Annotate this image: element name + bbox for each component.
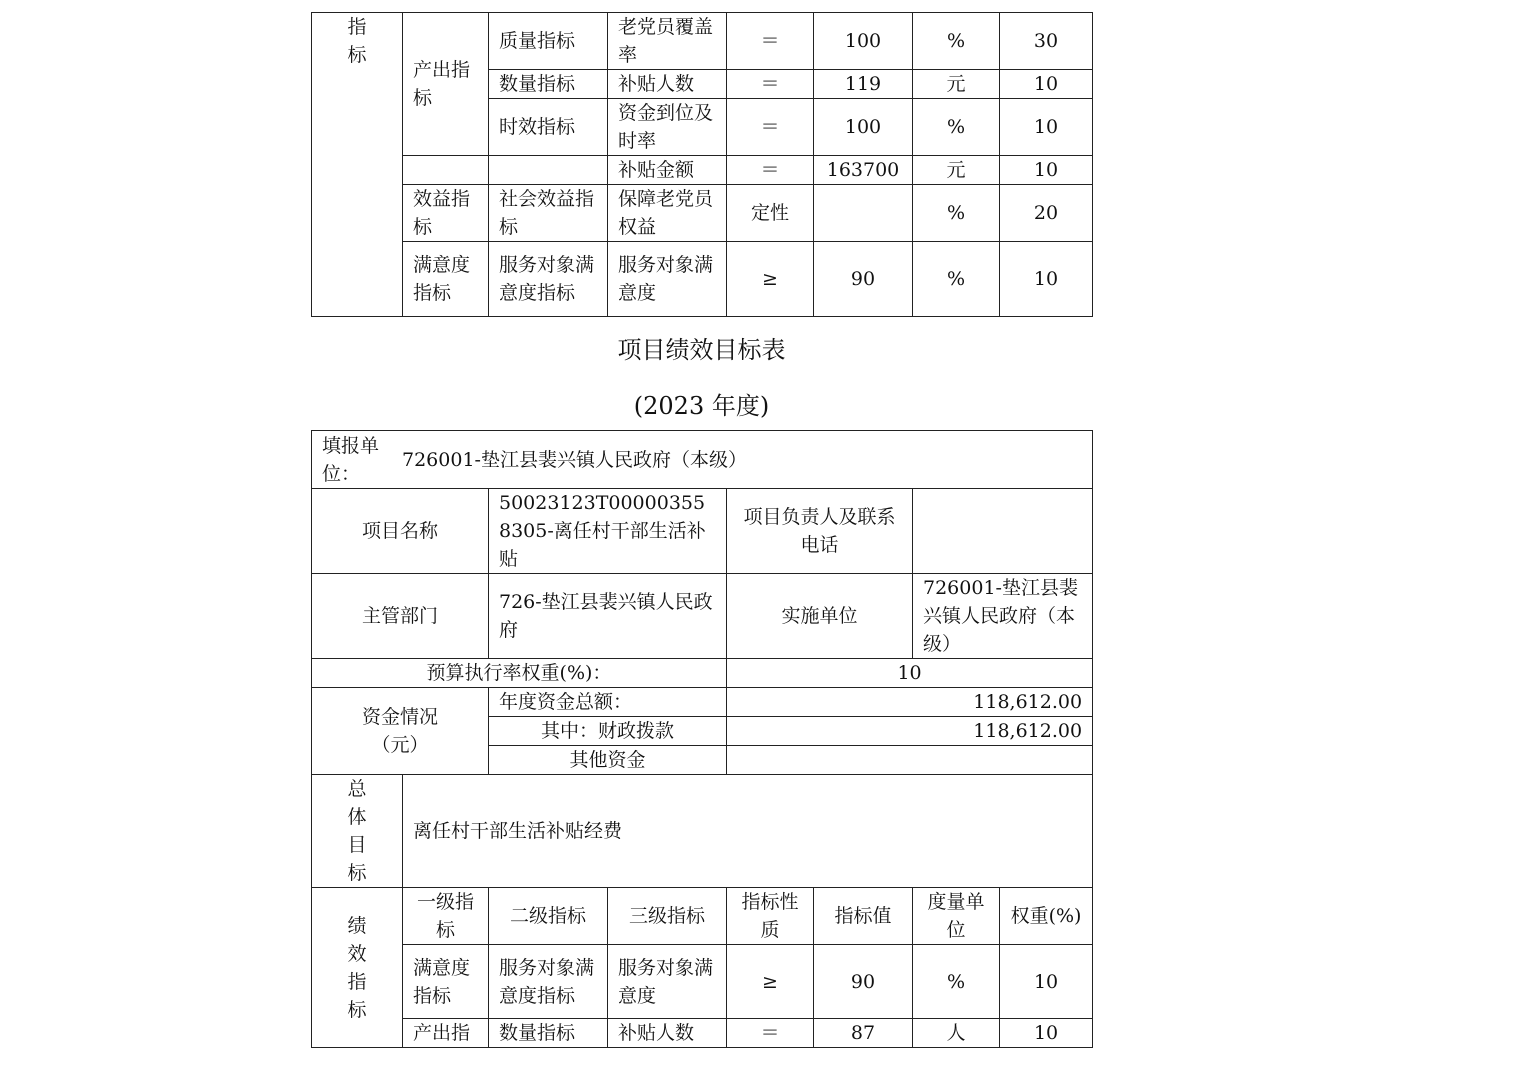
level1-cell: 满意度指标 — [403, 242, 489, 317]
weight-cell: 10 — [1000, 156, 1093, 185]
unit-cell: 人 — [913, 1019, 1000, 1048]
level3-cell: 服务对象满意度 — [608, 945, 727, 1019]
funds-label: 资金情况（元） — [312, 688, 489, 775]
unit-cell: % — [913, 242, 1000, 317]
nature-cell: ＝ — [727, 13, 814, 70]
project-name-value: 50023123T000003558305-离任村干部生活补贴 — [489, 489, 727, 574]
header-level3: 三级指标 — [608, 888, 727, 945]
weight-cell: 10 — [1000, 242, 1093, 317]
budget-weight-value: 10 — [727, 659, 1093, 688]
page-title: 项目绩效目标表 — [617, 336, 786, 364]
page-subtitle-year: (2023 年度) — [633, 392, 770, 420]
header-level2: 二级指标 — [489, 888, 608, 945]
header-unit: 度量单位 — [913, 888, 1000, 945]
unit-cell: 元 — [913, 156, 1000, 185]
fiscal-allocation-value: 118,612.00 — [727, 717, 1093, 746]
weight-cell: 10 — [1000, 70, 1093, 99]
value-cell — [814, 185, 913, 242]
nature-cell: ＝ — [727, 99, 814, 156]
indicator-table-continued — [311, 12, 1093, 317]
weight-cell: 10 — [1000, 945, 1093, 1019]
annual-total-value: 118,612.00 — [727, 688, 1093, 717]
annual-total-label: 年度资金总额： — [489, 688, 727, 717]
department-value: 726-垫江县裴兴镇人民政府 — [489, 574, 727, 659]
nature-cell: ≥ — [727, 242, 814, 317]
other-funds-label: 其他资金 — [489, 746, 727, 775]
level2-cell: 服务对象满意度指标 — [489, 945, 608, 1019]
project-name-label: 项目名称 — [312, 489, 489, 574]
other-funds-value — [727, 746, 1093, 775]
level1-cell: 满意度指标 — [403, 945, 489, 1019]
level1-cell: 效益指标 — [403, 185, 489, 242]
unit-cell: % — [913, 13, 1000, 70]
project-manager-label: 项目负责人及联系电话 — [727, 489, 913, 574]
level2-cell — [489, 156, 608, 185]
weight-cell: 10 — [1000, 99, 1093, 156]
level3-cell: 老党员覆盖率 — [608, 13, 727, 70]
header-weight: 权重(%) — [1000, 888, 1093, 945]
level1-cell — [403, 156, 489, 185]
project-manager-value — [913, 489, 1093, 574]
value-cell: 90 — [814, 945, 913, 1019]
nature-cell: ＝ — [727, 70, 814, 99]
header-nature: 指标性质 — [727, 888, 814, 945]
overall-goal-value: 离任村干部生活补贴经费 — [403, 775, 1093, 888]
level3-cell: 保障老党员权益 — [608, 185, 727, 242]
nature-cell: 定性 — [727, 185, 814, 242]
implementing-unit-label: 实施单位 — [727, 574, 913, 659]
level3-cell: 服务对象满意度 — [608, 242, 727, 317]
value-cell: 119 — [814, 70, 913, 99]
level1-cell: 产出指标 — [403, 13, 489, 156]
level1-cell: 产出指 — [403, 1019, 489, 1048]
header-value: 指标值 — [814, 888, 913, 945]
level2-cell: 服务对象满意度指标 — [489, 242, 608, 317]
nature-cell: ＝ — [727, 1019, 814, 1048]
unit-cell: % — [913, 185, 1000, 242]
level2-cell: 时效指标 — [489, 99, 608, 156]
nature-cell: ＝ — [727, 156, 814, 185]
level2-cell: 质量指标 — [489, 13, 608, 70]
level3-cell: 资金到位及时率 — [608, 99, 727, 156]
unit-cell: % — [913, 945, 1000, 1019]
level2-cell: 社会效益指标 — [489, 185, 608, 242]
level2-cell: 数量指标 — [489, 1019, 608, 1048]
value-cell: 90 — [814, 242, 913, 317]
header-level1: 一级指标 — [403, 888, 489, 945]
performance-target-table — [311, 430, 1093, 1048]
value-cell: 100 — [814, 13, 913, 70]
outer-indicator-label: 指 标 — [312, 13, 403, 317]
level3-cell: 补贴人数 — [608, 1019, 727, 1048]
weight-cell: 30 — [1000, 13, 1093, 70]
unit-cell: % — [913, 99, 1000, 156]
level3-cell: 补贴人数 — [608, 70, 727, 99]
department-label: 主管部门 — [312, 574, 489, 659]
unit-cell: 元 — [913, 70, 1000, 99]
reporting-unit-row — [312, 431, 1093, 489]
nature-cell: ≥ — [727, 945, 814, 1019]
reporting-unit-value: 726001-垫江县裴兴镇人民政府（本级） — [402, 448, 747, 471]
value-cell: 100 — [814, 99, 913, 156]
weight-cell: 20 — [1000, 185, 1093, 242]
level2-cell: 数量指标 — [489, 70, 608, 99]
weight-cell: 10 — [1000, 1019, 1093, 1048]
reporting-unit-label: 填报单位： — [322, 434, 380, 485]
implementing-unit-value: 726001-垫江县裴兴镇人民政府（本级） — [913, 574, 1093, 659]
overall-goal-label: 总 体 目 标 — [312, 775, 403, 888]
performance-indicator-label: 绩 效 指 标 — [312, 888, 403, 1048]
fiscal-allocation-label: 其中：财政拨款 — [489, 717, 727, 746]
value-cell: 87 — [814, 1019, 913, 1048]
value-cell: 163700 — [814, 156, 913, 185]
level3-cell: 补贴金额 — [608, 156, 727, 185]
budget-weight-label: 预算执行率权重(%)： — [312, 659, 727, 688]
